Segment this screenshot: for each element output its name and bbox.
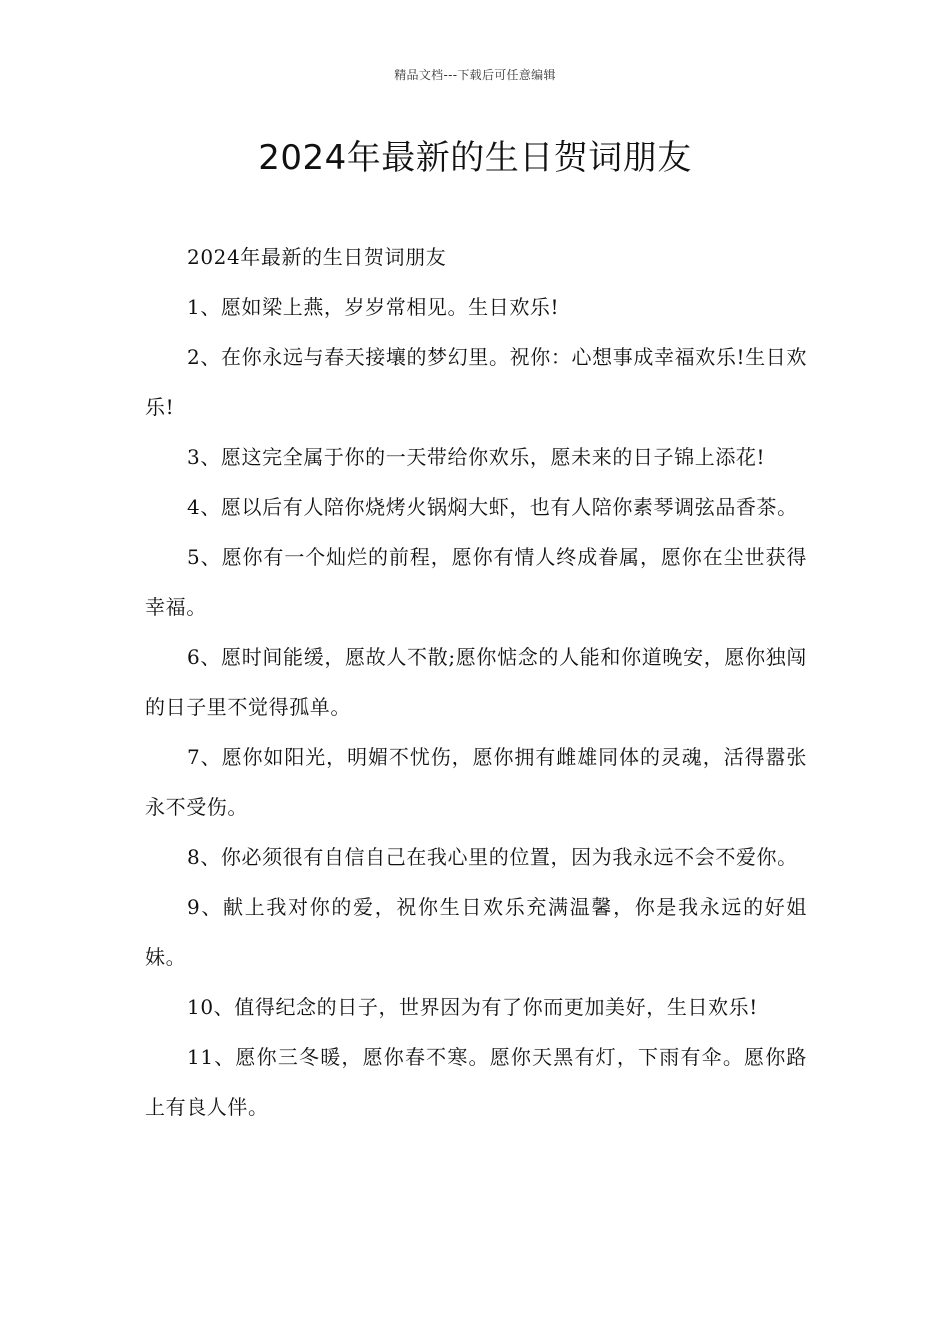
paragraph-6: 6、愿时间能缓，愿故人不散;愿你惦念的人能和你道晚安，愿你独闯的日子里不觉得孤单。	[145, 645, 807, 719]
paragraph-5: 5、愿你有一个灿烂的前程，愿你有情人终成眷属，愿你在尘世获得幸福。	[145, 545, 807, 619]
header-note: 精品文档---下载后可任意编辑	[394, 68, 556, 82]
paragraph-7: 7、愿你如阳光，明媚不忧伤，愿你拥有雌雄同体的灵魂，活得嚣张永不受伤。	[145, 745, 807, 819]
document-title: 2024年最新的生日贺词朋友	[258, 138, 692, 178]
paragraph-3: 3、愿这完全属于你的一天带给你欢乐，愿未来的日子锦上添花!	[187, 445, 766, 469]
paragraph-1: 1、愿如梁上燕，岁岁常相见。生日欢乐!	[187, 295, 560, 319]
paragraph-10: 10、值得纪念的日子，世界因为有了你而更加美好，生日欢乐!	[187, 995, 758, 1019]
document-body	[145, 232, 807, 1132]
paragraph-9: 9、献上我对你的爱，祝你生日欢乐充满温馨，你是我永远的好姐妹。	[145, 895, 807, 969]
paragraph-4: 4、愿以后有人陪你烧烤火锅焖大虾，也有人陪你素琴调弦品香茶。	[187, 495, 798, 519]
paragraph-11: 11、愿你三冬暖，愿你春不寒。愿你天黑有灯，下雨有伞。愿你路上有良人伴。	[145, 1045, 807, 1119]
paragraph-8: 8、你必须很有自信自己在我心里的位置，因为我永远不会不爱你。	[187, 845, 798, 869]
paragraph-2: 2、在你永远与春天接壤的梦幻里。祝你：心想事成幸福欢乐!生日欢乐!	[145, 345, 807, 419]
paragraph-intro: 2024年最新的生日贺词朋友	[187, 245, 447, 269]
